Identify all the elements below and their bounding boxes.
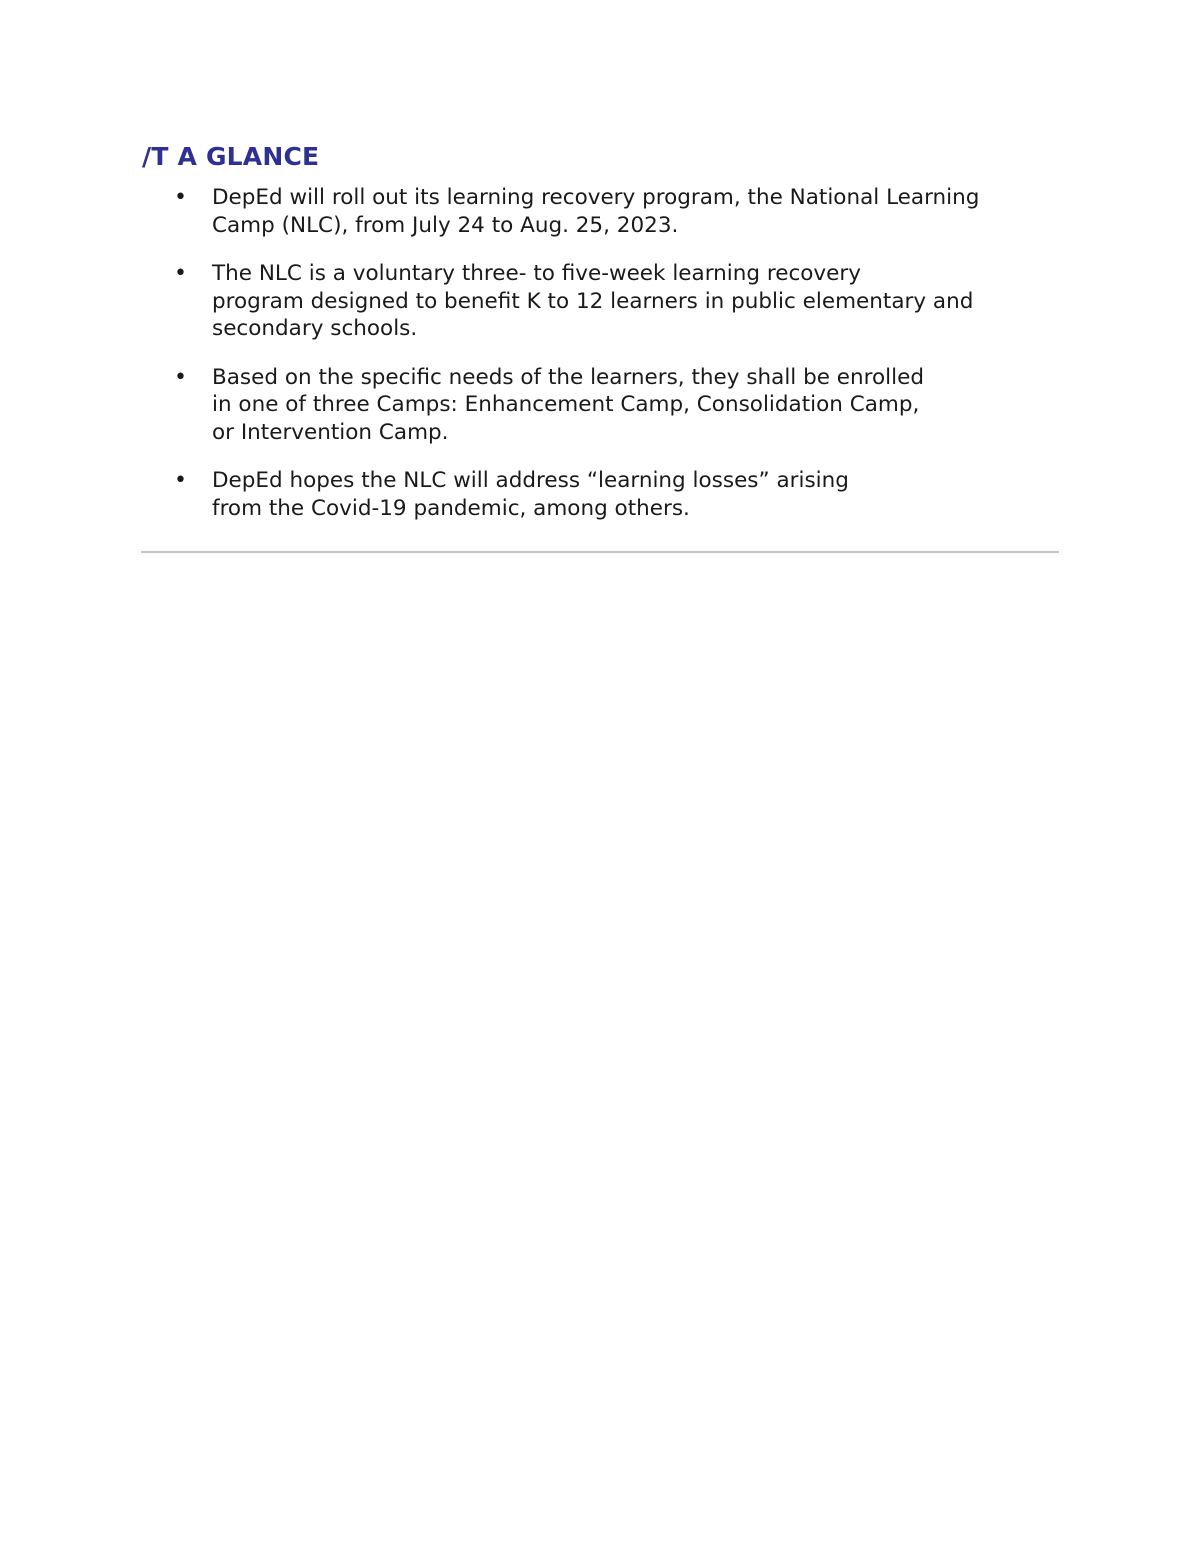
bullet-icon: •: [174, 185, 187, 210]
bullet-text: DepEd will roll out its learning recovery program, the National Learning Camp (NLC), from July 24 to Aug. 25, 2023.: [212, 185, 980, 238]
list-item: [142, 260, 1072, 343]
bullet-text: Based on the specific needs of the learners, they shall be enrolled in one of three Camps: Enhancement Camp, Consolidation Camp, or Intervention Camp.: [212, 364, 925, 445]
section-heading: /T A GLANCE: [142, 142, 320, 171]
bullet-list: [142, 184, 1072, 543]
list-item: [142, 364, 1072, 447]
list-item: [142, 184, 1072, 239]
bullet-icon: •: [174, 261, 187, 286]
bullet-text: DepEd hopes the NLC will address “learning losses” arising from the Covid-19 pandemic, among others.: [212, 468, 849, 521]
bullet-icon: •: [174, 468, 187, 493]
horizontal-divider: [141, 551, 1059, 553]
bullet-text: The NLC is a voluntary three- to five-week learning recovery program designed to benefit K to 12 learners in public elementary and secondary schools.: [212, 261, 974, 341]
list-item: [142, 467, 1072, 522]
bullet-icon: •: [174, 364, 187, 390]
